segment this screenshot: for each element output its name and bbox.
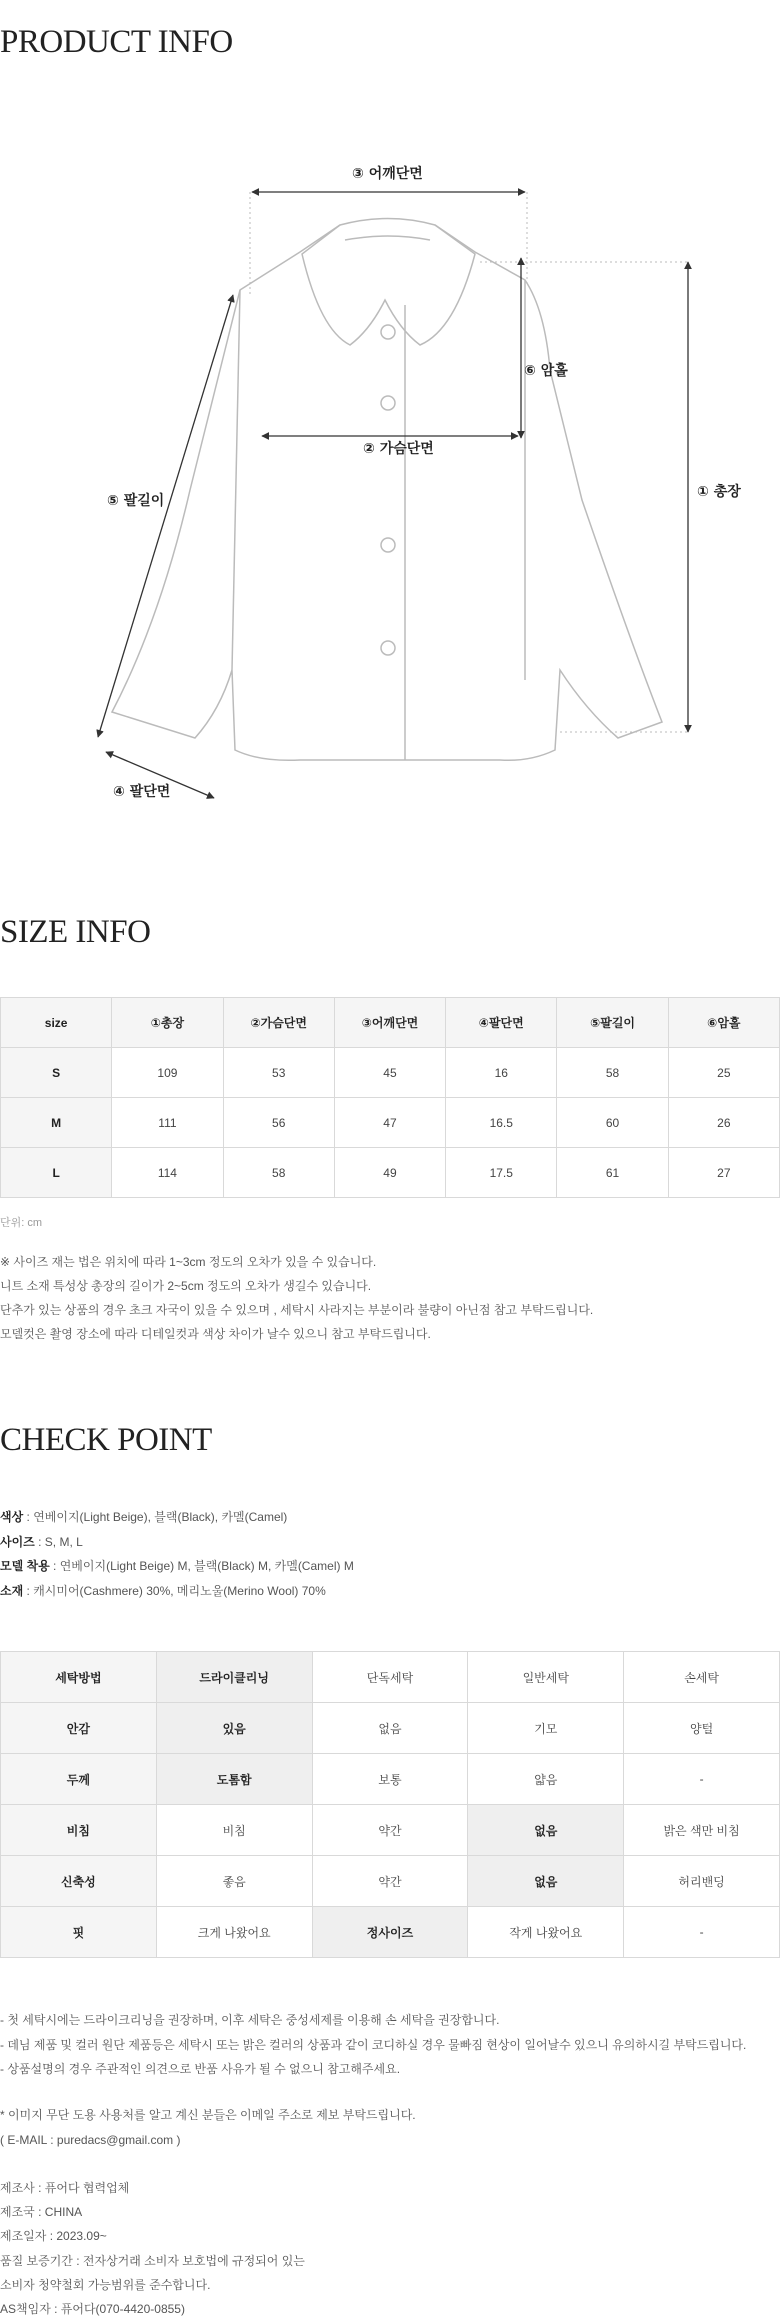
care-note: - 데님 제품 및 컬러 원단 제품등은 세탁시 또는 밝은 컬러의 상품과 같이 코디하실 경우 물빠짐 현상이 일어날수 있으니 유의하시길 부탁드립니다. [0,2037,747,2052]
size-note: 니트 소재 특성상 총장의 길이가 2~5cm 정도의 오차가 생길수 있습니다. [0,1279,372,1293]
size-cell: 53 [223,1048,334,1098]
size-cell: 16 [446,1048,557,1098]
spec-label: 모델 착용 [0,1559,50,1573]
care-cell: 일반세탁 [468,1652,624,1703]
care-row [1,1652,780,1703]
image-use-notice [0,2103,416,2152]
care-row [1,1856,780,1907]
care-row-head: 신축성 [1,1856,157,1907]
check-point-title: CHECK POINT [0,1422,212,1458]
label-shoulder: ③ 어깨단면 [352,166,423,182]
chest-col-header: ②가슴단면 [223,998,334,1048]
email-line: ( E-MAIL : puredacs@gmail.com ) [0,2132,181,2147]
size-cell: 47 [334,1098,445,1148]
label-sleeve: ⑤ 팔길이 [107,493,165,509]
product-info-title: PRODUCT INFO [0,24,233,60]
care-cell: 비침 [156,1805,312,1856]
care-row [1,1703,780,1754]
care-cell: 약간 [312,1805,468,1856]
care-cell: 드라이클리닝 [156,1652,312,1703]
size-cell: 25 [668,1048,779,1098]
size-note: ※ 사이즈 재는 법은 위치에 따라 1~3cm 정도의 오차가 있을 수 있습니다. [0,1255,377,1269]
size-cell: 16.5 [446,1098,557,1148]
spec-value: : S, M, L [34,1534,83,1549]
date-line: 제조일자 : 2023.09~ [0,2229,107,2244]
size-notes [0,1250,593,1346]
spec-material [0,1579,354,1604]
spec-label: 색상 [0,1510,24,1524]
spec-color [0,1505,354,1530]
warranty-line-2: 소비자 청약철회 가능범위를 준수합니다. [0,2277,211,2292]
care-note: - 상품설명의 경우 주관적인 의견으로 반품 사유가 될 수 없으니 참고해주세요. [0,2062,401,2076]
measurement-arrows [98,192,688,798]
size-cell: 26 [668,1098,779,1148]
care-cell: 기모 [468,1703,624,1754]
label-chest: ② 가슴단면 [363,441,434,457]
size-cell: L [1,1148,112,1198]
size-cell: 58 [557,1048,668,1098]
spec-label: 소재 [0,1583,24,1598]
length-col-header: ①총장 [112,998,223,1048]
care-cell: 단독세탁 [312,1652,468,1703]
as-contact-line: AS책임자 : 퓨어다(070-4420-0855) [0,2302,185,2317]
care-cell: 정사이즈 [312,1907,468,1958]
warranty-line: 품질 보증기간 : 전자상거래 소비자 보호법에 규정되어 있는 [0,2253,305,2268]
care-cell: - [624,1754,780,1805]
jacket-measurement-diagram [0,140,780,820]
size-cell: 111 [112,1098,223,1148]
size-table-header-row [1,998,780,1048]
size-col-header: size [1,998,112,1048]
size-cell: 17.5 [446,1148,557,1198]
size-note: 모델컷은 촬영 장소에 따라 디테일컷과 색상 차이가 날수 있으니 참고 부탁드립니다. [0,1327,431,1341]
care-cell: 없음 [468,1856,624,1907]
care-cell: - [624,1907,780,1958]
cuff-col-header: ④팔단면 [446,998,557,1048]
size-cell: 109 [112,1048,223,1098]
care-cell: 없음 [312,1703,468,1754]
country-line: 제조국 : CHINA [0,2205,83,2220]
size-cell: 49 [334,1148,445,1198]
care-row-head: 두께 [1,1754,157,1805]
jacket-outline [112,219,662,761]
jacket-buttons [381,325,395,655]
size-cell: 114 [112,1148,223,1198]
care-row-head: 비침 [1,1805,157,1856]
care-row-head: 핏 [1,1907,157,1958]
shoulder-col-header: ③어깨단면 [334,998,445,1048]
size-cell: M [1,1098,112,1148]
size-row-s [1,1048,780,1098]
care-cell: 밝은 색만 비침 [624,1805,780,1856]
size-cell: 56 [223,1098,334,1148]
size-note: 단추가 있는 상품의 경우 초크 자국이 있을 수 있으며 , 세탁시 사라지는 부분이라 불량이 아닌점 참고 부탁드립니다. [0,1303,594,1317]
care-cell: 도톰함 [156,1754,312,1805]
spec-value: : 연베이지(Light Beige) M, 블랙(Black) M, 카멜(Camel) M [49,1559,354,1573]
sleeve-col-header: ⑤팔길이 [557,998,668,1048]
care-cell: 보통 [312,1754,468,1805]
care-cell: 작게 나왔어요 [468,1907,624,1958]
armhole-col-header: ⑥암홀 [668,998,779,1048]
care-notes [0,2008,746,2082]
label-cuff: ④ 팔단면 [113,784,171,800]
care-note: - 첫 세탁시에는 드라이크리닝을 권장하며, 이후 세탁은 중성세제를 이용해 손 세탁을 권장합니다. [0,2013,500,2027]
care-row [1,1907,780,1958]
label-length: ① 총장 [697,484,741,500]
care-cell: 좋음 [156,1856,312,1907]
care-cell: 얇음 [468,1754,624,1805]
spec-value: : 캐시미어(Cashmere) 30%, 메리노울(Merino Wool) 70% [23,1583,326,1598]
size-cell: 45 [334,1048,445,1098]
size-cell: 27 [668,1148,779,1198]
spec-label: 사이즈 [0,1534,35,1549]
label-armhole: ⑥ 암홀 [524,363,568,379]
care-cell: 약간 [312,1856,468,1907]
manufacturer-line: 제조사 : 퓨어다 협력업체 [0,2181,130,2195]
care-row-head: 안감 [1,1703,157,1754]
care-table [0,1651,780,1958]
care-cell: 없음 [468,1805,624,1856]
unit-note: 단위: cm [0,1217,43,1229]
size-row-m [1,1098,780,1148]
size-row-l [1,1148,780,1198]
spec-value: : 연베이지(Light Beige), 블랙(Black), 카멜(Camel) [23,1510,288,1524]
care-row-head: 세탁방법 [1,1652,157,1703]
size-cell: 60 [557,1098,668,1148]
care-cell: 손세탁 [624,1652,780,1703]
care-cell: 양털 [624,1703,780,1754]
notice-line: * 이미지 무단 도용 사용처를 알고 계신 분들은 이메일 주소로 제보 부탁드립니다. [0,2108,416,2122]
spec-model [0,1554,354,1579]
care-cell: 크게 나왔어요 [156,1907,312,1958]
care-row [1,1754,780,1805]
spec-size [0,1530,354,1555]
care-row [1,1805,780,1856]
size-cell: 61 [557,1148,668,1198]
product-specs [0,1505,354,1603]
size-cell: S [1,1048,112,1098]
manufacturer-info [0,2176,305,2320]
care-cell: 있음 [156,1703,312,1754]
size-table [0,997,780,1198]
size-info-title: SIZE INFO [0,914,151,950]
size-cell: 58 [223,1148,334,1198]
care-cell: 허리밴딩 [624,1856,780,1907]
